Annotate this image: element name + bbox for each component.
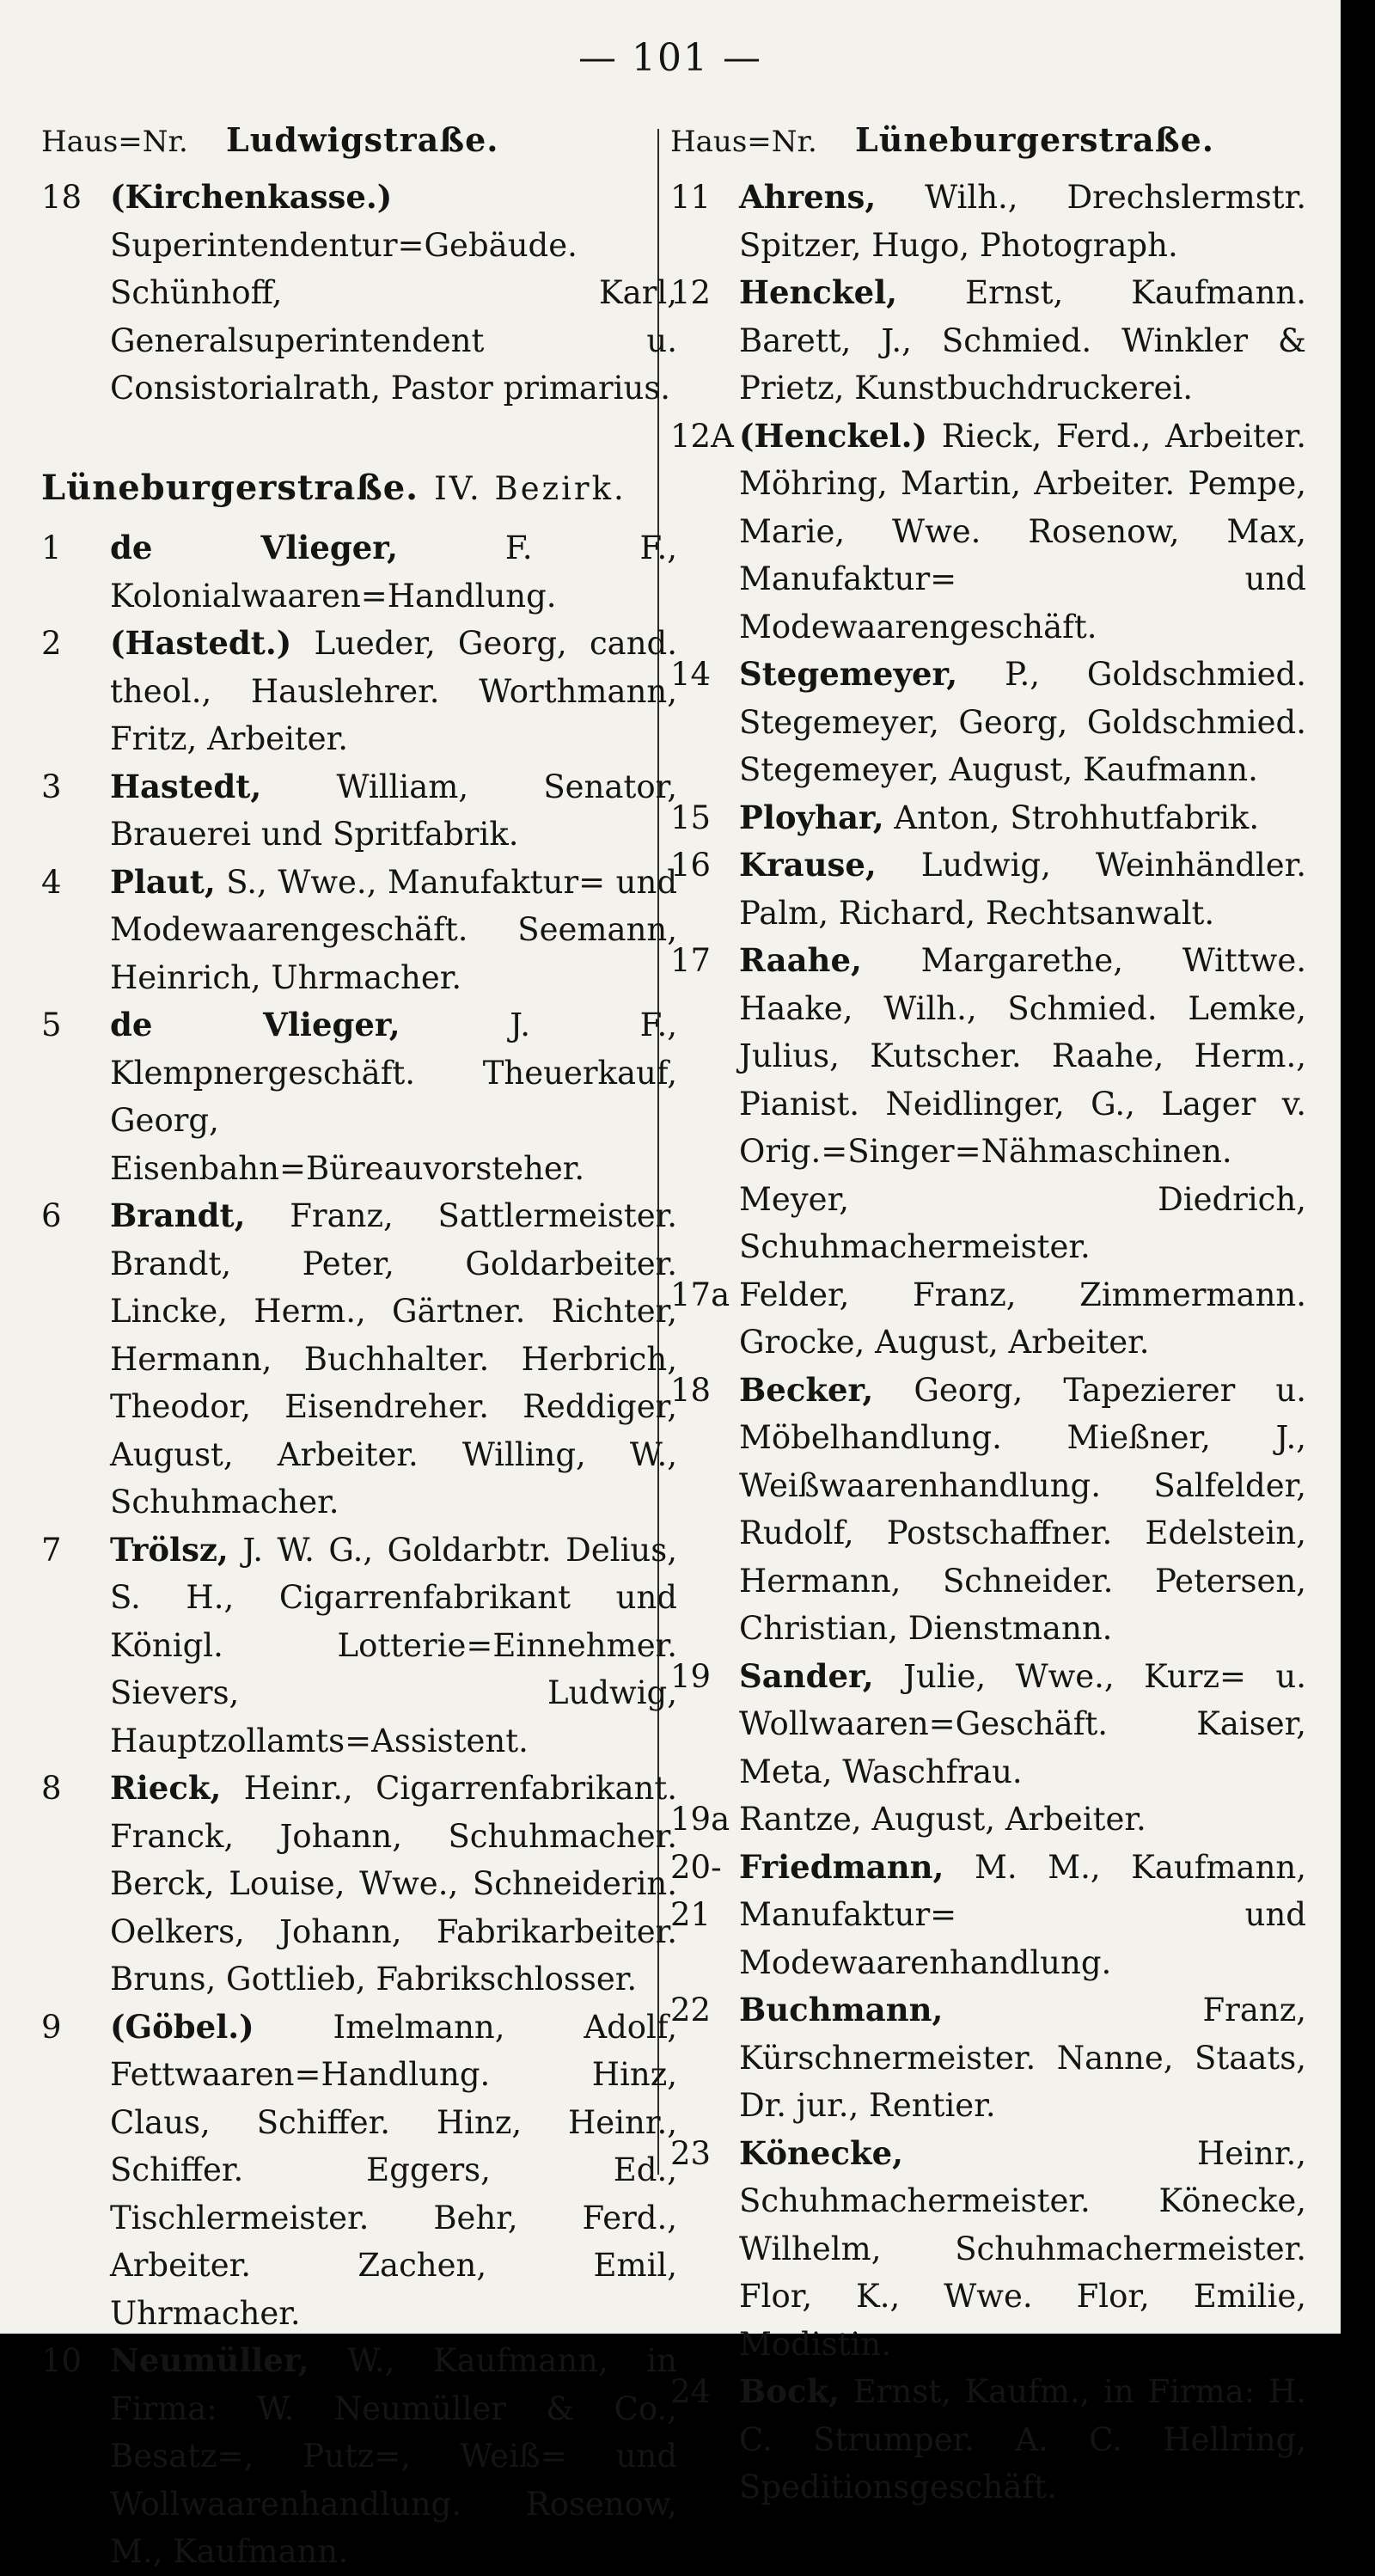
house-number: 12 bbox=[670, 274, 712, 311]
residents-text: W., Kaufmann, in Firma: W. Neumüller & Co., Besatz=, Putz=, Weiß= und Wollwaarenhandlung. Rosenow, M., Kaufmann. bbox=[110, 2342, 678, 2570]
directory-entry bbox=[670, 174, 1306, 269]
residents-text: Ernst, Kaufm., in Firma: H. C. Strumper. A. C. Hellring, Speditionsgeschäft. bbox=[739, 2373, 1307, 2506]
house-number: 15 bbox=[670, 798, 712, 836]
residents-text: Julie, Wwe., Kurz= u. Wollwaaren=Geschäft. Kaiser, Meta, Waschfrau. bbox=[739, 1657, 1306, 1790]
entry-text bbox=[739, 794, 1306, 842]
residents-text: Margarethe, Wittwe. Haake, Wilh., Schmied. Lemke, Julius, Kutscher. Raahe, Herm., Pianist. Neidlinger, G., Lager v. Orig.=Singer=Nähmaschinen. Meyer, Diedrich, Schuhmachermeister. bbox=[739, 942, 1306, 1265]
street-heading: Lüneburgerstraße. bbox=[855, 120, 1215, 159]
residents-text: Felder, Franz, Zimmermann. Grocke, August, Arbeiter. bbox=[739, 1276, 1306, 1361]
residents-text: M. M., Kaufmann, Manufaktur= und Modewaarenhandlung. bbox=[739, 1848, 1306, 1981]
entry-text bbox=[739, 269, 1306, 413]
house-number: 11 bbox=[670, 179, 712, 216]
right-entries bbox=[670, 174, 1306, 2512]
directory-entry bbox=[41, 1527, 677, 1765]
residents-text: Imelmann, Adolf, Fettwaaren=Handlung. Hinz, Claus, Schiffer. Hinz, Heinr., Schiffer. Eggers, Ed., Tischlermeister. Behr, Ferd., Arbeiter. Zachen, Emil, Uhrmacher. bbox=[110, 2008, 677, 2332]
residents-text: Franz, Sattlermeister. Brandt, Peter, Goldarbeiter. Lincke, Herm., Gärtner. Richter, Hermann, Buchhalter. Herbrich, Theodor, Eisendreher. Reddiger, August, Arbeiter. Willing, W., Schuhmacher. bbox=[110, 1197, 678, 1521]
house-number: 4 bbox=[41, 863, 62, 901]
entry-text bbox=[739, 413, 1306, 652]
house-number: 20-21 bbox=[670, 1848, 722, 1933]
entry-text bbox=[739, 841, 1306, 937]
entry-text bbox=[739, 1986, 1306, 2130]
residents-text: Rantze, August, Arbeiter. bbox=[739, 1801, 1146, 1838]
house-number: 12A bbox=[670, 417, 734, 455]
entry-text bbox=[739, 1653, 1306, 1796]
owner-name: Friedmann, bbox=[739, 1847, 944, 1886]
directory-entry bbox=[41, 2337, 677, 2576]
residents-text: Georg, Tapezierer u. Möbelhandlung. Mießner, J., Weißwaarenhandlung. Salfelder, Rudolf, Postschaffner. Edelstein, Hermann, Schneider. Petersen, Christian, Dienstmann. bbox=[739, 1371, 1306, 1647]
house-number: 17 bbox=[670, 942, 712, 979]
house-number: 17a bbox=[670, 1276, 730, 1313]
directory-entry bbox=[41, 524, 677, 620]
residents-text: J. W. G., Goldarbtr. Delius, S. H., Cigarrenfabrikant und Königl. Lotterie=Einnehmer. Sievers, Ludwig, Hauptzollamts=Assistent. bbox=[110, 1531, 677, 1759]
entry-text bbox=[739, 1796, 1306, 1844]
residents-text: Wilh., Drechslermstr. Spitzer, Hugo, Photograph. bbox=[739, 179, 1306, 264]
owner-name: Sander, bbox=[739, 1656, 874, 1695]
owner-name: de Vlieger, bbox=[110, 529, 398, 566]
left-column-header bbox=[41, 120, 677, 174]
residents-text: F. F., Kolonialwaaren=Handlung. bbox=[110, 529, 677, 615]
house-number: 22 bbox=[670, 1992, 712, 2028]
owner-name: Könecke, bbox=[739, 2133, 904, 2172]
residents-text: P., Goldschmied. Stegemeyer, Georg, Goldschmied. Stegemeyer, August, Kaufmann. bbox=[739, 656, 1306, 788]
owner-name: Buchmann, bbox=[739, 1991, 944, 2028]
residents-text: Rieck, Ferd., Arbeiter. Möhring, Martin, Arbeiter. Pempe, Marie, Wwe. Rosenow, Max, Manufaktur= und Modewaarengeschäft. bbox=[739, 417, 1306, 646]
residents-text: Anton, Strohhutfabrik. bbox=[894, 798, 1260, 836]
owner-name: de Vlieger, bbox=[110, 1006, 400, 1043]
owner-name: Trölsz, bbox=[110, 1530, 229, 1569]
residents-text: S., Wwe., Manufaktur= und Modewaarengeschäft. Seemann, Heinrich, Uhrmacher. bbox=[110, 863, 678, 996]
directory-entry bbox=[41, 174, 677, 413]
entry-text bbox=[739, 2130, 1306, 2369]
owner-name: Neumüller, bbox=[110, 2341, 309, 2379]
house-number: 18 bbox=[41, 179, 82, 216]
entry-text bbox=[110, 1765, 677, 2004]
house-number: 7 bbox=[41, 1531, 62, 1569]
directory-entry bbox=[670, 2130, 1306, 2369]
house-number: 9 bbox=[41, 2008, 62, 2046]
entry-text bbox=[110, 859, 677, 1002]
hausnr-label: Haus=Nr. bbox=[41, 125, 188, 159]
entry-text bbox=[110, 174, 677, 413]
directory-entry bbox=[41, 859, 677, 1002]
directory-entry bbox=[41, 763, 677, 859]
right-column bbox=[670, 120, 1306, 2512]
house-number: 10 bbox=[41, 2342, 82, 2379]
house-number: 16 bbox=[670, 847, 712, 884]
directory-entry bbox=[41, 2004, 677, 2338]
residents-text: Superintendentur=Gebäude. Schünhoff, Karl, Generalsuperintendent u. Consistorialrath, Pastor primarius. bbox=[110, 226, 677, 407]
owner-name: (Hastedt.) bbox=[110, 624, 292, 662]
house-number: 23 bbox=[670, 2134, 712, 2172]
entry-text bbox=[739, 651, 1306, 794]
owner-name: Henckel, bbox=[739, 273, 898, 311]
owner-name: Rieck, bbox=[110, 1769, 222, 1807]
residents-text: Franz, Kürschnermeister. Nanne, Staats, Dr. jur., Rentier. bbox=[739, 1992, 1306, 2124]
owner-name: Brandt, bbox=[110, 1196, 246, 1234]
page-number: — 101 — bbox=[578, 36, 762, 80]
owner-name: Plaut, bbox=[110, 862, 216, 901]
owner-name: Ahrens, bbox=[739, 178, 877, 216]
house-number: 14 bbox=[670, 656, 712, 693]
residents-text: Ludwig, Weinhändler. Palm, Richard, Rechtsanwalt. bbox=[739, 847, 1306, 932]
directory-entry bbox=[670, 937, 1306, 1271]
entry-text bbox=[739, 1271, 1306, 1367]
house-number: 6 bbox=[41, 1197, 62, 1234]
directory-entry bbox=[41, 1192, 677, 1527]
entry-text bbox=[110, 763, 677, 859]
entry-text bbox=[739, 174, 1306, 269]
entry-text bbox=[110, 620, 677, 763]
entry-text bbox=[739, 2368, 1306, 2512]
house-number: 8 bbox=[41, 1770, 62, 1807]
owner-name: Ployhar, bbox=[739, 798, 884, 836]
directory-entry bbox=[670, 651, 1306, 794]
entry-text bbox=[739, 937, 1306, 1271]
directory-entry bbox=[41, 620, 677, 763]
section-heading bbox=[41, 464, 677, 513]
house-number: 19a bbox=[670, 1801, 730, 1838]
residents-text: Lueder, Georg, cand. theol., Hauslehrer. Worthmann, Fritz, Arbeiter. bbox=[110, 625, 677, 757]
entry-text bbox=[739, 1367, 1306, 1653]
house-number: 5 bbox=[41, 1007, 62, 1043]
directory-entry bbox=[670, 1271, 1306, 1367]
owner-name: (Henckel.) bbox=[739, 416, 928, 455]
house-number: 18 bbox=[670, 1371, 712, 1409]
house-number: 3 bbox=[41, 768, 62, 805]
section-street: Lüneburgerstraße. bbox=[41, 467, 419, 508]
directory-entry bbox=[670, 1367, 1306, 1653]
house-number: 1 bbox=[41, 529, 62, 566]
directory-entry bbox=[670, 1986, 1306, 2130]
directory-entry bbox=[41, 1001, 677, 1192]
directory-entry bbox=[670, 1796, 1306, 1844]
house-number: 24 bbox=[670, 2373, 712, 2410]
directory-entry bbox=[670, 841, 1306, 937]
owner-name: Stegemeyer, bbox=[739, 655, 958, 693]
residents-text: Heinr., Schuhmachermeister. Könecke, Wilhelm, Schuhmachermeister. Flor, K., Wwe. Flor, Emilie, Modistin. bbox=[739, 2134, 1306, 2363]
directory-entry bbox=[670, 269, 1306, 413]
entry-text bbox=[110, 2004, 677, 2338]
owner-name: Raahe, bbox=[739, 941, 862, 979]
owner-name: (Kirchenkasse.) bbox=[110, 178, 393, 216]
entry-text bbox=[110, 1001, 677, 1192]
residents-text: William, Senator, Brauerei und Spritfabrik. bbox=[110, 768, 677, 853]
hausnr-label: Haus=Nr. bbox=[670, 125, 817, 159]
owner-name: (Göbel.) bbox=[110, 2007, 254, 2046]
owner-name: Bock, bbox=[739, 2372, 840, 2410]
entry-text bbox=[110, 1527, 677, 1765]
residents-text: Heinr., Cigarrenfabrikant. Franck, Johann, Schuhmacher. Berck, Louise, Wwe., Schneiderin. Oelkers, Johann, Fabrikarbeiter. Bruns, Gottlieb, Fabrikschlosser. bbox=[110, 1770, 678, 1998]
directory-entry bbox=[670, 413, 1306, 652]
left-column bbox=[41, 120, 677, 2576]
residents-text: Ernst, Kaufmann. Barett, J., Schmied. Winkler & Prietz, Kunstbuchdruckerei. bbox=[739, 274, 1306, 407]
left-entries-continued bbox=[41, 524, 677, 2576]
entry-text bbox=[110, 524, 677, 620]
directory-entry bbox=[41, 1765, 677, 2004]
entry-text bbox=[110, 1192, 677, 1527]
directory-entry bbox=[670, 794, 1306, 842]
owner-name: Krause, bbox=[739, 846, 877, 884]
left-entries bbox=[41, 174, 677, 413]
owner-name: Becker, bbox=[739, 1370, 874, 1409]
residents-text: J. F., Klempnergeschäft. Theuerkauf, Georg, Eisenbahn=Büreauvorsteher. bbox=[110, 1007, 678, 1187]
right-column-header bbox=[670, 120, 1306, 174]
directory-entry bbox=[670, 2368, 1306, 2512]
directory-entry bbox=[670, 1844, 1306, 1987]
entry-text bbox=[739, 1844, 1306, 1987]
directory-entry bbox=[670, 1653, 1306, 1796]
entry-text bbox=[110, 2337, 677, 2576]
house-number: 2 bbox=[41, 625, 62, 662]
district-label: IV. Bezirk. bbox=[434, 469, 626, 507]
street-heading: Ludwigstraße. bbox=[226, 120, 499, 159]
house-number: 19 bbox=[670, 1657, 712, 1695]
owner-name: Hastedt, bbox=[110, 767, 262, 805]
